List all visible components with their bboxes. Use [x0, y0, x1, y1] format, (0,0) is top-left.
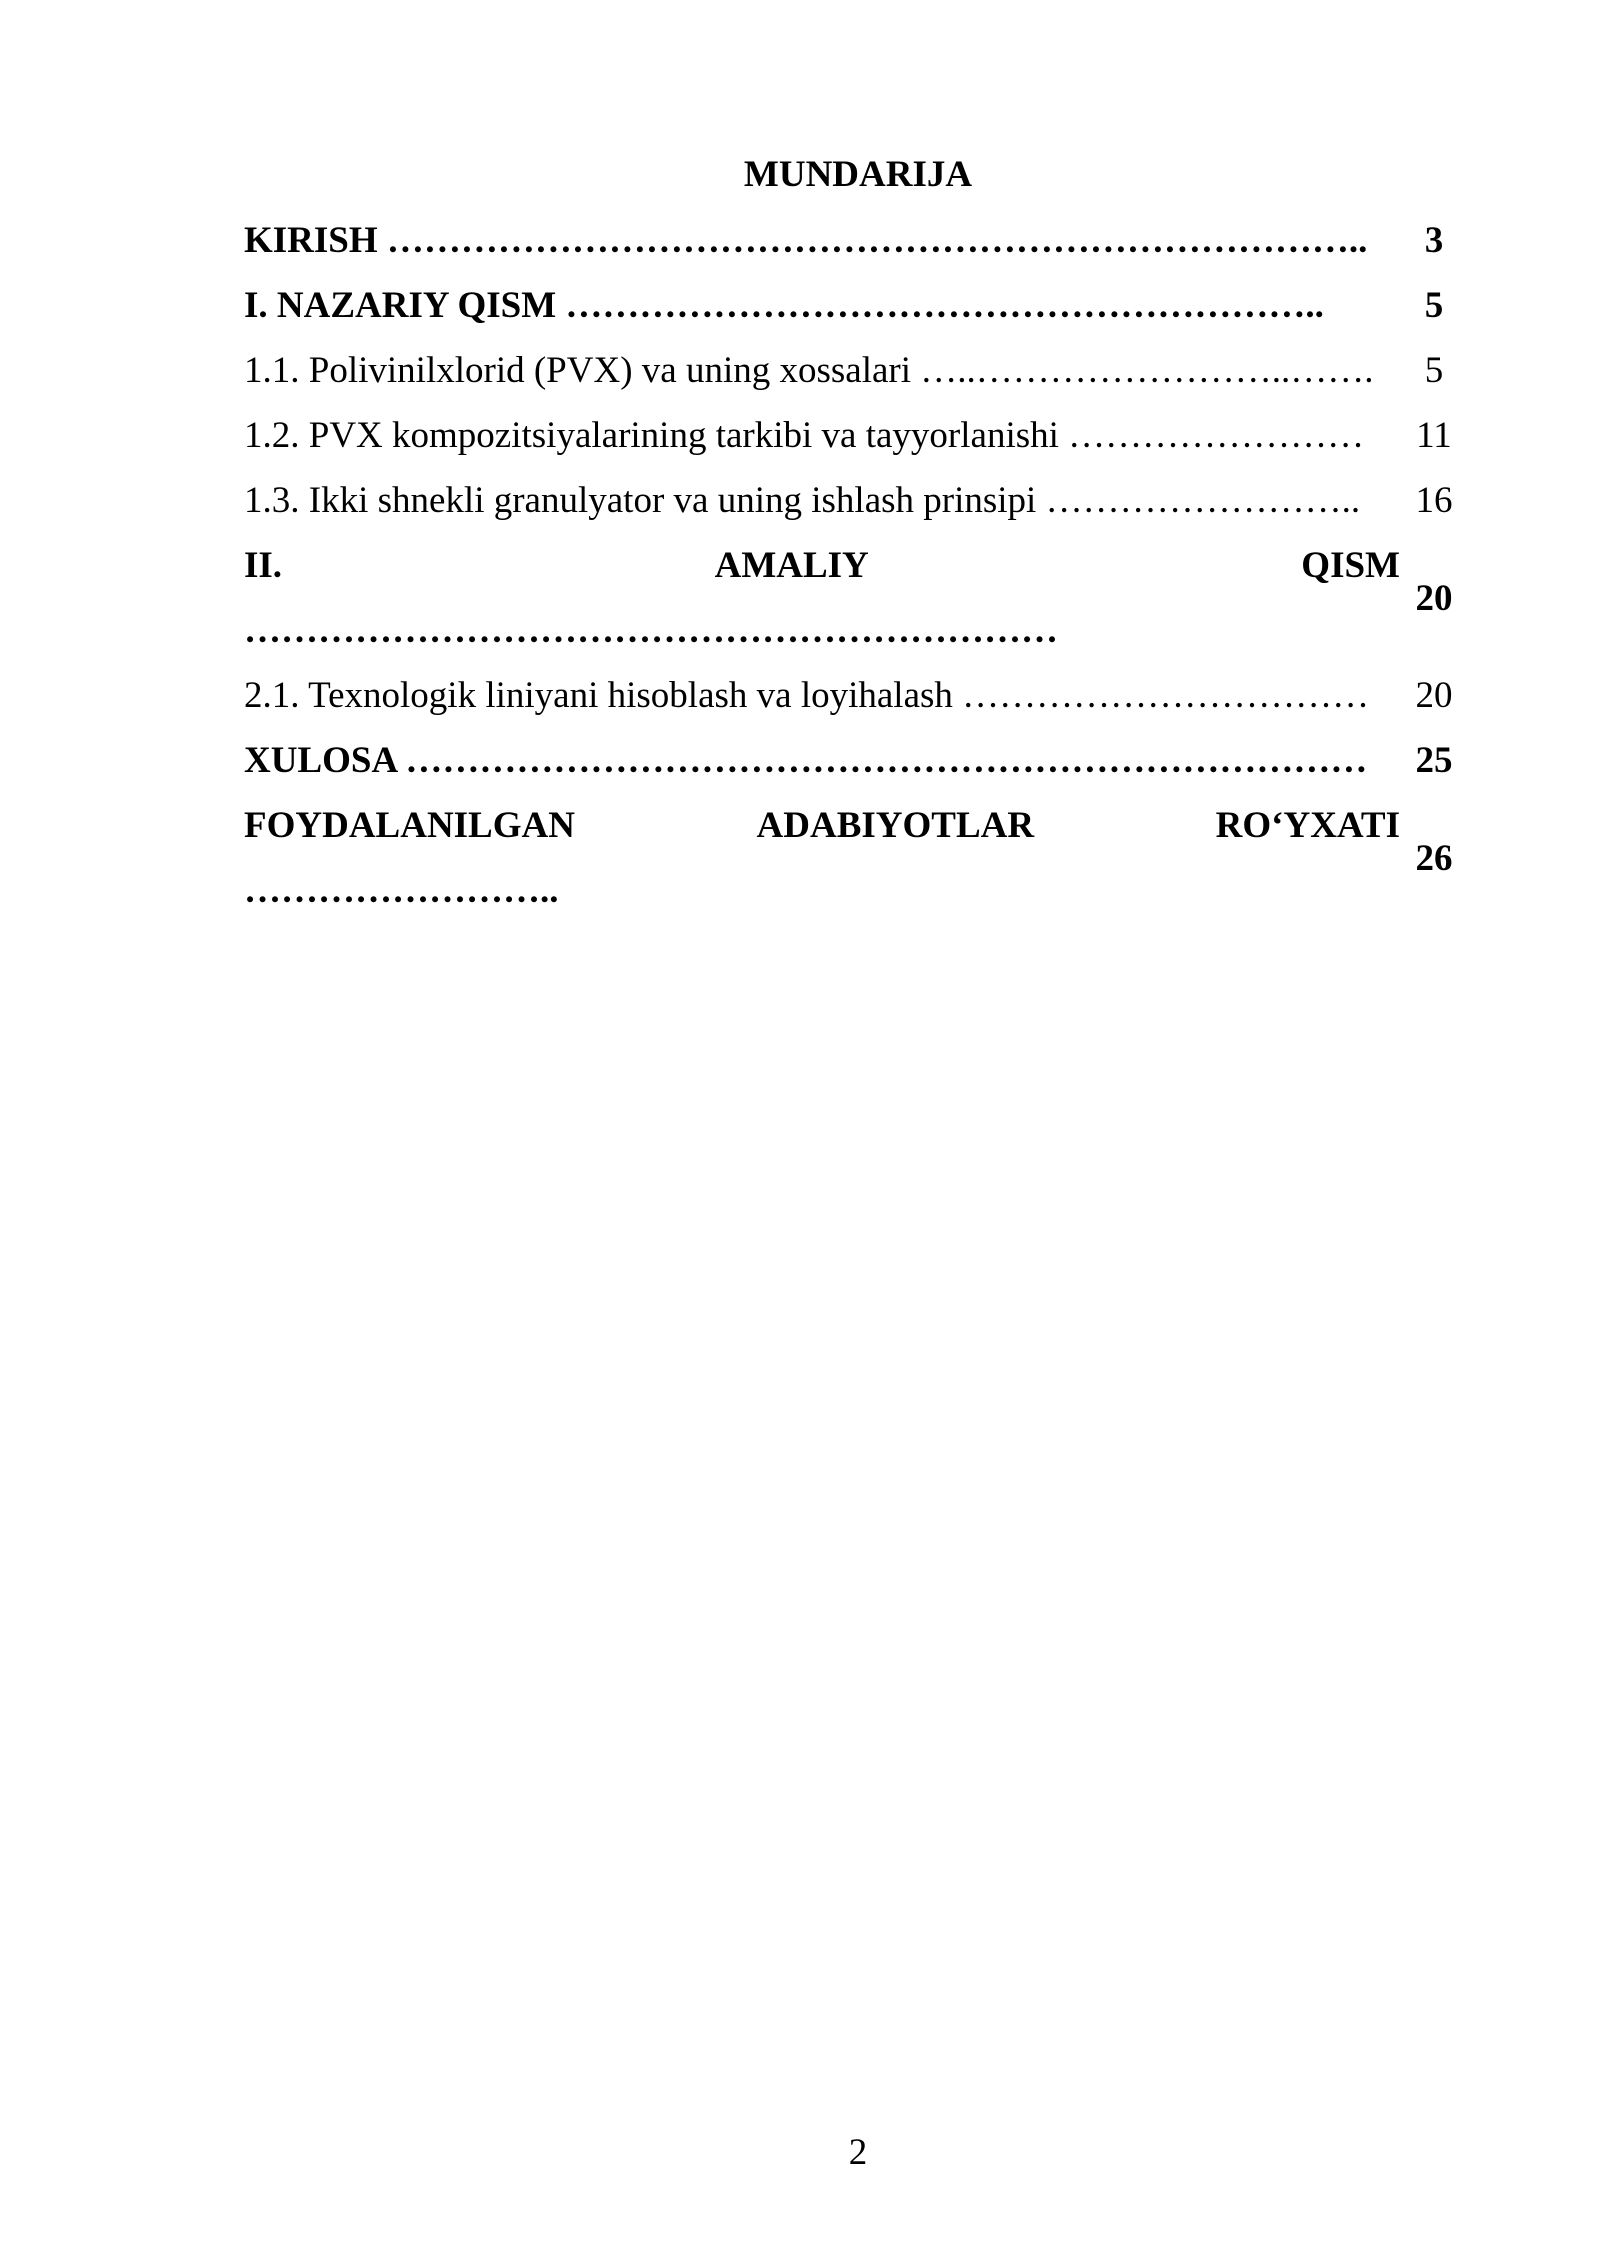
- toc-label: 1.2. PVX kompozitsiyalarining tarkibi va tayyorlanishi ……………………: [244, 415, 1365, 456]
- toc-label-word: QISM: [1301, 545, 1400, 586]
- toc-page-number: 3: [1424, 220, 1444, 261]
- toc-label: KIRISH ……………………………………………………………………..: [244, 220, 1368, 261]
- toc-label-word: II.: [244, 545, 283, 586]
- toc-page-number: 20: [1415, 578, 1453, 619]
- toc-label: I. NAZARIY QISM ……………………………………………………..: [244, 285, 1324, 326]
- toc-entry-amaliy-qism[interactable]: [244, 543, 1484, 651]
- toc-page-number: 5: [1424, 285, 1444, 326]
- toc-page-number: 16: [1415, 480, 1453, 521]
- page-title: MUNDARIJA: [743, 154, 973, 195]
- toc-page-number: 25: [1415, 740, 1453, 781]
- toc-label: XULOSA ……………………………………………………………………: [244, 740, 1368, 781]
- toc-label-word: RO‘YXATI: [1215, 805, 1400, 846]
- toc-page-number: 5: [1424, 350, 1444, 391]
- page-number: 2: [848, 2132, 868, 2173]
- toc-label: 1.1. Polivinilxlorid (PVX) va uning xossalari …..……………………..…….: [244, 350, 1374, 391]
- toc-page-number: 20: [1415, 675, 1453, 716]
- toc-entry-adabiyotlar[interactable]: [244, 803, 1484, 911]
- toc-label-word: AMALIY: [714, 545, 869, 586]
- toc-label-line: [244, 803, 1400, 848]
- toc-label-word: ADABIYOTLAR: [756, 805, 1035, 846]
- toc-page-number: 11: [1416, 415, 1452, 456]
- toc-label-word: FOYDALANILGAN: [244, 805, 575, 846]
- toc-label-line: [244, 543, 1400, 588]
- toc-dot-leader: …………………………………………………………: [244, 610, 1058, 651]
- toc-label: 1.3. Ikki shnekli granulyator va uning ishlash prinsipi ……………………..: [244, 480, 1361, 521]
- toc-label: 2.1. Texnologik liniyani hisoblash va loyihalash ……………………………: [244, 675, 1370, 716]
- toc-page-number: 26: [1415, 838, 1453, 879]
- toc-dot-leader: ……………………..: [244, 870, 559, 911]
